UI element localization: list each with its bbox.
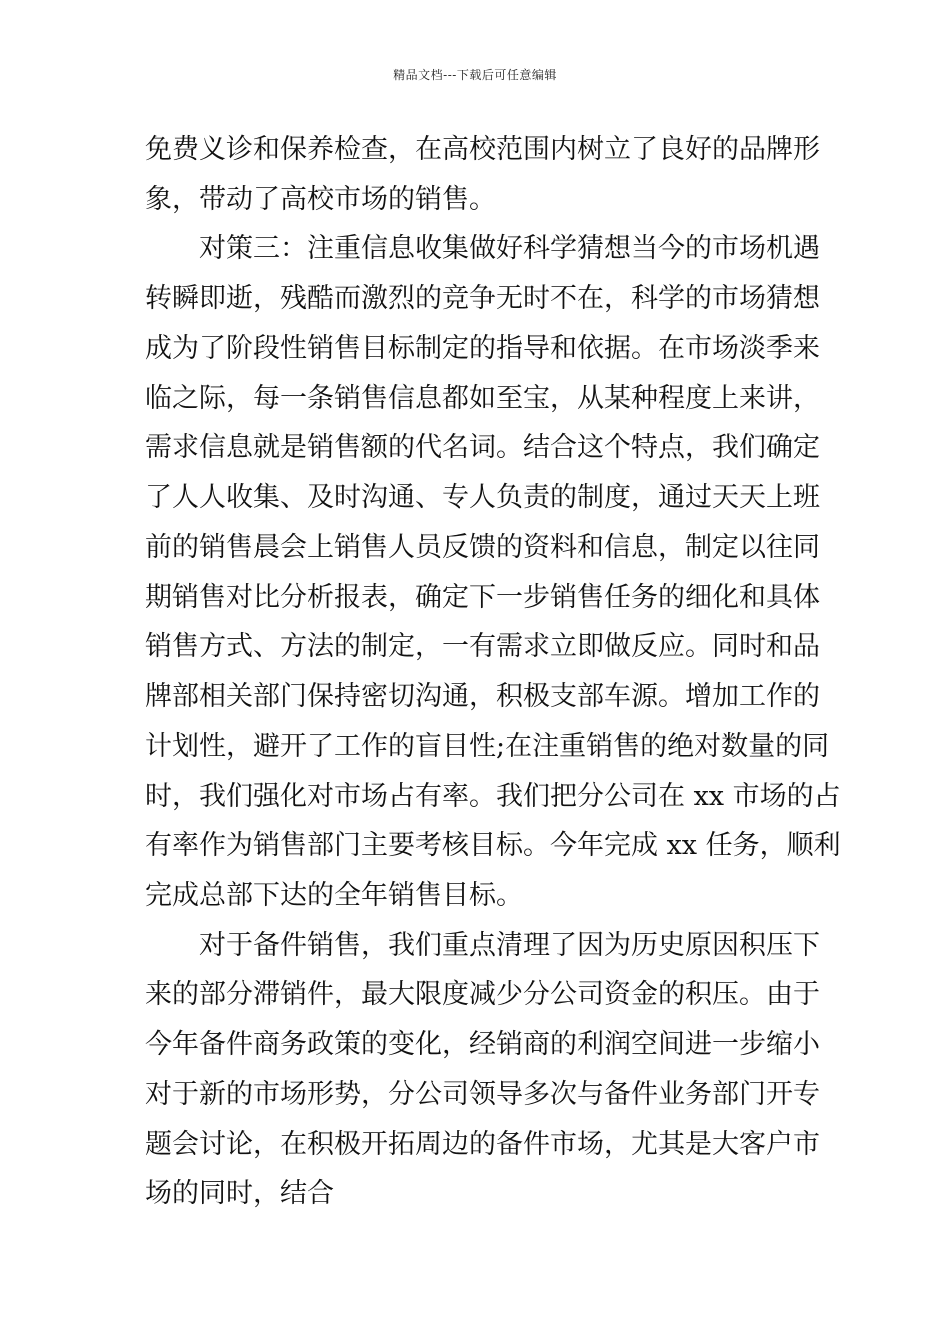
paragraph-2-line-7: 前的销售晨会上销售人员反馈的资料和信息，制定以往同 <box>145 532 820 563</box>
paragraph-2-line-4: 临之际，每一条销售信息都如至宝，从某种程度上来讲， <box>145 383 820 414</box>
paragraph-2-line-13: 有率作为销售部门主要考核目标。今年完成 xx 任务，顺利 <box>145 830 841 861</box>
paragraph-2-line-14: 完成总部下达的全年销售目标。 <box>145 880 523 911</box>
paragraph-2-line-8: 期销售对比分析报表，确定下一步销售任务的细化和具体 <box>145 582 820 613</box>
paragraph-1-line-1: 免费义诊和保养检查，在高校范围内树立了良好的品牌形 <box>145 134 820 165</box>
paragraph-3-line-4: 对于新的市场形势，分公司领导多次与备件业务部门开专 <box>145 1079 820 1110</box>
paragraph-2-line-2: 转瞬即逝，残酷而激烈的竞争无时不在，科学的市场猜想 <box>145 283 820 314</box>
paragraph-2-line-6: 了人人收集、及时沟通、专人负责的制度，通过天天上班 <box>145 482 820 513</box>
page-header: 精品文档---下载后可任意编辑 <box>393 68 557 82</box>
paragraph-2-line-5: 需求信息就是销售额的代名词。结合这个特点，我们确定 <box>145 432 820 463</box>
paragraph-3-line-2: 来的部分滞销件，最大限度减少分公司资金的积压。由于 <box>145 979 820 1010</box>
paragraph-2-line-3: 成为了阶段性销售目标制定的指导和依据。在市场淡季来 <box>145 333 820 364</box>
paragraph-2-line-1: 对策三：注重信息收集做好科学猜想当今的市场机遇 <box>199 233 820 264</box>
paragraph-3-line-1: 对于备件销售，我们重点清理了因为历史原因积压下 <box>199 930 820 961</box>
paragraph-3-line-3: 今年备件商务政策的变化，经销商的利润空间进一步缩小 <box>145 1029 820 1060</box>
paragraph-3-line-5: 题会讨论，在积极开拓周边的备件市场，尤其是大客户市 <box>145 1129 820 1160</box>
paragraph-2-line-9: 销售方式、方法的制定，一有需求立即做反应。同时和品 <box>145 631 820 662</box>
paragraph-3-line-6: 场的同时，结合 <box>145 1178 334 1209</box>
paragraph-2-line-12: 时，我们强化对市场占有率。我们把分公司在 xx 市场的占 <box>145 781 841 812</box>
paragraph-2-line-11: 计划性，避开了工作的盲目性;在注重销售的绝对数量的同 <box>145 731 830 762</box>
paragraph-1-line-2: 象，带动了高校市场的销售。 <box>145 184 496 215</box>
paragraph-2-line-10: 牌部相关部门保持密切沟通，积极支部车源。增加工作的 <box>145 681 820 712</box>
